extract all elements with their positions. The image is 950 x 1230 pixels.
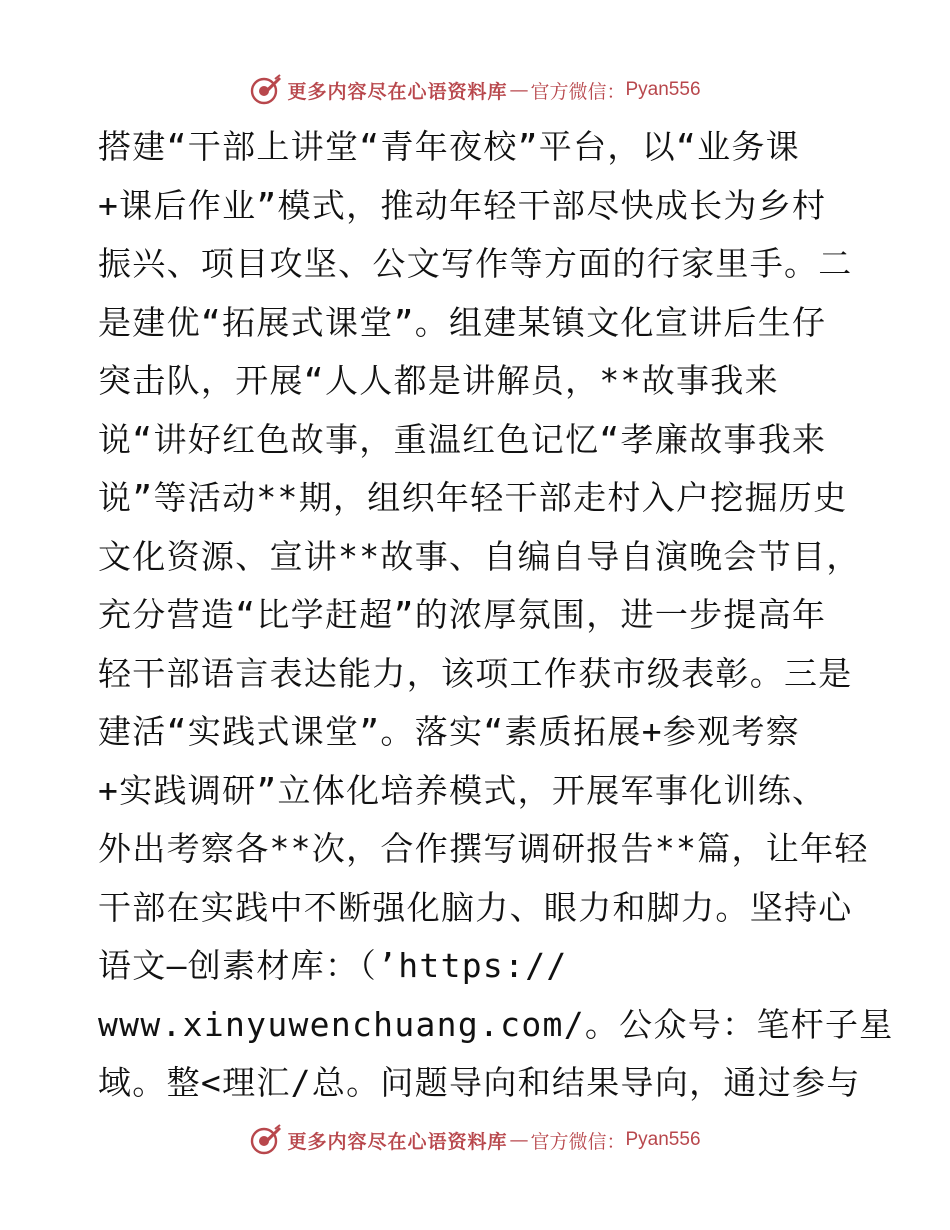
body-line: +课后作业”模式，推动年轻干部尽快成长为乡村 [98,185,827,225]
body-line: 振兴、项目攻坚、公文写作等方面的行家里手。二 [98,244,853,283]
body-line: +实践调研”立体化培养模式，开展军事化训练、 [98,770,827,810]
body-line: 轻干部语言表达能力，该项工作获市级表彰。三是 [98,653,853,693]
body-line: 语文—创素材库：（’https:// [98,946,568,985]
footer-banner [0,1120,950,1160]
quill-pen-logo-icon [249,1123,283,1157]
header-wechat-id: Pyan556 [625,79,701,100]
body-line: 说”等活动**期，组织年轻干部走村入户挖掘历史 [98,478,848,517]
header-brand-text: 更多内容尽在心语资料库 [287,80,508,103]
header-banner [0,70,950,110]
body-line: 充分营造“比学赶超”的浓厚氛围，进一步提高年 [98,595,827,634]
body-line: 干部在实践中不断强化脑力、眼力和脚力。坚持心 [98,887,853,927]
header-wechat-label: 官方微信： [530,80,626,103]
footer-brand-text: 更多内容尽在心语资料库 [287,1130,508,1153]
footer-wechat-id: Pyan556 [625,1129,701,1150]
body-line: 说“讲好红色故事，重温红色记忆“孝廉故事我来 [98,419,827,459]
footer-separator: — [509,1129,529,1151]
quill-pen-logo-icon [249,73,283,107]
footer-wechat-label: 官方微信： [530,1130,626,1153]
body-line: 域。整<理汇/总。问题导向和结果导向，通过参与 [98,1063,861,1102]
document-body [98,118,894,1113]
body-line: 外出考察各**次，合作撰写调研报告**篇，让年轻 [98,829,869,868]
body-line: 突击队，开展“人人都是讲解员，**故事我来 [98,361,779,400]
body-line: 文化资源、宣讲**故事、自编自导自演晚会节目， [98,536,861,576]
body-line: 搭建“干部上讲堂“青年夜校”平台，以“业务课 [98,127,801,166]
body-line: 是建优“拓展式课堂”。组建某镇文化宣讲后生仔 [98,302,827,342]
body-line: 建活“实践式课堂”。落实“素质拓展+参观考察 [98,712,801,751]
header-separator: — [509,79,529,101]
body-line: www.xinyuwenchuang.com/。公众号：笔杆子星 [98,1004,894,1044]
